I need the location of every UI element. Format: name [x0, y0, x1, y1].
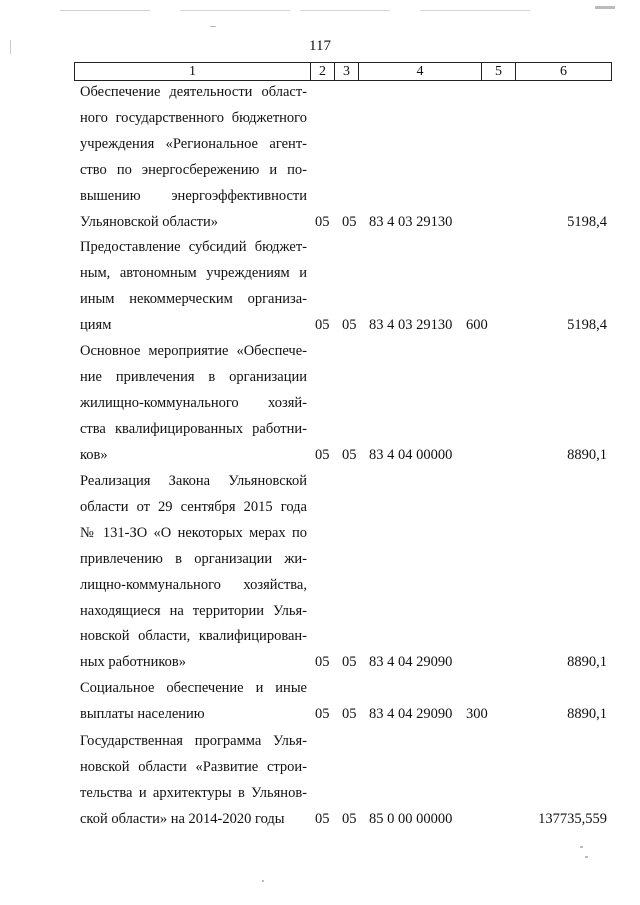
section-code: 05 — [315, 316, 330, 333]
description-line: вышению энергоэффективности — [80, 187, 307, 204]
description-line: ства квалифицированных работни- — [80, 420, 307, 437]
subsection-code: 05 — [342, 446, 357, 463]
target-code: 83 4 04 29090 — [369, 705, 453, 722]
scan-artifact — [300, 10, 390, 11]
header-col-3: 3 — [335, 63, 359, 80]
header-col-4: 4 — [359, 63, 482, 80]
description-line: новской области «Развитие строи- — [80, 758, 307, 775]
description-line: жилищно-коммунального хозяй- — [80, 394, 307, 411]
row-description — [80, 469, 307, 676]
description-line: ков» — [80, 446, 108, 463]
expense-type: 600 — [466, 316, 488, 333]
target-code: 83 4 03 29130 — [369, 316, 453, 333]
header-col-2: 2 — [311, 63, 335, 80]
subsection-code: 05 — [342, 654, 357, 671]
description-line: № 131-ЗО «О некоторых мерах по — [80, 524, 307, 541]
header-col-5: 5 — [482, 63, 516, 80]
target-code: 83 4 03 29130 — [369, 213, 453, 230]
target-code: 83 4 04 00000 — [369, 446, 453, 463]
description-line: ным, автономным учреждениям и — [80, 264, 307, 281]
description-line: Государственная программа Улья- — [80, 733, 307, 749]
scan-artifact — [262, 880, 264, 882]
description-line: лищно-коммунального хозяйства, — [80, 576, 307, 593]
target-code: 85 0 00 00000 — [369, 810, 453, 827]
section-code: 05 — [315, 654, 330, 671]
row-description — [80, 729, 307, 833]
amount: 8890,1 — [567, 654, 607, 671]
description-line: привлечению в организации жи- — [80, 550, 307, 567]
description-line: циям — [80, 316, 112, 333]
expense-type: 300 — [466, 705, 488, 722]
section-code: 05 — [315, 213, 330, 230]
scan-artifact — [10, 40, 11, 54]
amount: 5198,4 — [567, 316, 607, 333]
row-description — [80, 339, 307, 469]
description-line: ного государственного бюджетного — [80, 109, 307, 126]
description-line: учреждения «Региональное агент- — [80, 135, 307, 152]
subsection-code: 05 — [342, 316, 357, 333]
target-code: 83 4 04 29090 — [369, 654, 453, 671]
amount: 5198,4 — [567, 213, 607, 230]
description-line: ных работников» — [80, 654, 187, 671]
section-code: 05 — [315, 705, 330, 722]
amount: 137735,559 — [538, 810, 607, 827]
description-line: ние привлечения в организации — [80, 368, 307, 385]
description-line: новской области, квалифицирован- — [80, 628, 307, 645]
scan-artifact — [210, 26, 216, 27]
scan-artifact — [60, 10, 150, 11]
description-line: Ульяновской области» — [80, 213, 219, 230]
table-header — [74, 62, 612, 81]
scan-artifact — [595, 6, 615, 9]
subsection-code: 05 — [342, 213, 357, 230]
subsection-code: 05 — [342, 810, 357, 827]
description-line: Социальное обеспечение и иные — [80, 680, 307, 696]
amount: 8890,1 — [567, 705, 607, 722]
scan-artifact — [180, 10, 290, 11]
description-line: Реализация Закона Ульяновской — [80, 473, 307, 489]
description-line: Основное мероприятие «Обеспече- — [80, 343, 307, 359]
row-description — [80, 80, 307, 235]
amount: 8890,1 — [567, 446, 607, 463]
section-code: 05 — [315, 446, 330, 463]
description-line: Предоставление субсидий бюджет- — [80, 239, 307, 255]
subsection-code: 05 — [342, 705, 357, 722]
description-line: области от 29 сентября 2015 года — [80, 498, 307, 515]
page-number: 117 — [309, 38, 331, 54]
header-col-1: 1 — [75, 63, 311, 80]
row-description — [80, 235, 307, 339]
description-line: находящиеся на территории Улья- — [80, 602, 307, 619]
description-line: тельства и архитектуры в Ульянов- — [80, 784, 307, 801]
description-line: выплаты населению — [80, 705, 205, 722]
description-line: иным некоммерческим организа- — [80, 290, 307, 307]
description-line: ской области» на 2014-2020 годы — [80, 810, 285, 827]
description-line: Обеспечение деятельности област- — [80, 84, 307, 100]
section-code: 05 — [315, 810, 330, 827]
row-description — [80, 676, 307, 728]
header-col-6: 6 — [560, 64, 567, 79]
description-line: ство по энергосбережению и по- — [80, 161, 307, 178]
scan-artifact — [420, 10, 530, 11]
scan-artifact — [580, 846, 583, 848]
scan-artifact — [585, 856, 588, 858]
